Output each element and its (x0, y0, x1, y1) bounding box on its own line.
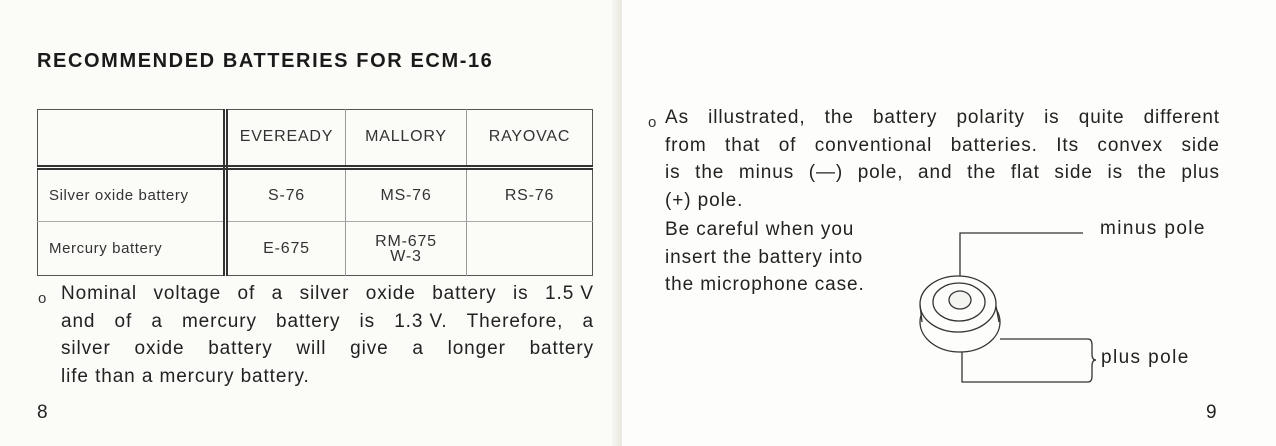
word: oxide (365, 283, 416, 304)
word: will (296, 338, 327, 359)
word: side (1054, 162, 1093, 183)
word: the (967, 162, 997, 183)
cell-mallory: MS-76 (346, 167, 467, 222)
voltage-note (61, 280, 594, 390)
table-header-eveready: EVEREADY (226, 110, 346, 168)
table-header-rayovac: RAYOVAC (467, 110, 593, 168)
word: the (695, 162, 725, 183)
plus-pole-label: plus pole (1101, 347, 1190, 368)
cell-mallory-line2: W-3 (390, 247, 422, 265)
word: a (412, 338, 424, 359)
word: battery (529, 338, 594, 359)
cell-rayovac (467, 222, 593, 276)
cell-eveready: S-76 (226, 167, 346, 222)
word: and (61, 310, 96, 332)
table-header-blank (38, 110, 226, 168)
word: is (1044, 107, 1060, 128)
caution-line: the microphone case. (665, 274, 865, 295)
word: Therefore, (466, 310, 564, 332)
battery-table (37, 109, 593, 276)
word: a (582, 310, 594, 332)
text-line (61, 335, 594, 363)
table-header-row (38, 110, 593, 168)
word: battery (872, 107, 938, 128)
word: from (665, 134, 707, 156)
bullet-mark: o (648, 114, 657, 131)
word: and (918, 162, 953, 183)
text-line (61, 363, 594, 391)
text-line (61, 308, 594, 336)
word: life than a mercury battery. (61, 365, 310, 387)
word: a (151, 310, 163, 332)
right-page (622, 0, 1276, 446)
word: polarity (956, 107, 1025, 128)
word: 1.5 V (545, 283, 594, 304)
minus-pole-label: minus pole (1100, 218, 1206, 239)
word: batteries. (950, 134, 1038, 156)
word: flat (1010, 162, 1040, 183)
word: convex (1097, 134, 1164, 156)
cell-mallory (346, 222, 467, 276)
table-row (38, 222, 593, 276)
word: Nominal (61, 283, 137, 304)
word: is (359, 310, 376, 332)
word: is (513, 283, 529, 304)
page-title: RECOMMENDED BATTERIES FOR ECM-16 (37, 50, 494, 72)
cell-mallory-line1: RM-675 (375, 232, 437, 250)
word: silver (299, 283, 350, 304)
word: mercury (181, 310, 257, 332)
word: battery (208, 338, 273, 359)
word: is (665, 162, 681, 183)
cell-eveready: E-675 (226, 222, 346, 276)
cell-rayovac: RS-76 (467, 167, 593, 222)
row-label-silver-oxide: Silver oxide battery (38, 167, 226, 222)
word: As (665, 107, 689, 128)
word: a (271, 283, 284, 304)
word: side (1181, 134, 1220, 156)
word: battery (432, 283, 497, 304)
word: longer (447, 338, 506, 359)
table-row (38, 167, 593, 222)
word: 1.3 V. (394, 310, 448, 332)
word: (—) (808, 162, 844, 183)
text-line (61, 280, 594, 308)
word: voltage (153, 283, 222, 304)
table-header-mallory: MALLORY (346, 110, 467, 168)
row-label-mercury: Mercury battery (38, 222, 226, 276)
word: of (114, 310, 133, 332)
word: give (350, 338, 389, 359)
word: of (778, 134, 797, 156)
word: the (824, 107, 854, 128)
caution-line: insert the battery into (665, 246, 864, 268)
word: conventional (814, 134, 933, 156)
word: Its (1056, 134, 1080, 156)
word: (+) pole. (665, 189, 744, 211)
word: different (1143, 107, 1220, 128)
word: silver (61, 338, 111, 359)
plus-brace (1088, 339, 1096, 382)
word: illustrated, (708, 107, 806, 128)
word: battery (276, 310, 341, 332)
word: quite (1078, 107, 1125, 128)
caution-line: Be careful when you (665, 219, 855, 240)
page-number-left: 8 (37, 402, 48, 423)
bullet-mark: o (38, 290, 47, 307)
word: pole, (857, 162, 904, 183)
word: is (1107, 162, 1124, 183)
word: of (237, 283, 256, 304)
word: minus (738, 162, 795, 183)
page-number-right: 9 (1206, 402, 1217, 423)
left-page (0, 0, 622, 446)
word: plus (1181, 162, 1220, 183)
word: the (1137, 162, 1167, 183)
word: that (725, 134, 761, 156)
word: oxide (134, 338, 185, 359)
battery-center-dome (949, 291, 971, 309)
